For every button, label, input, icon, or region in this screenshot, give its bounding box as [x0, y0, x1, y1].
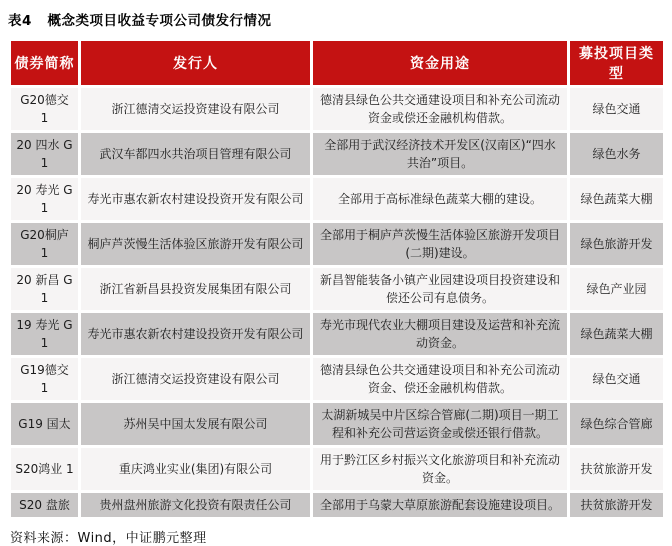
fund-use-cell: 新昌智能装备小镇产业园建设项目投资建设和偿还公司有息债务。	[313, 268, 567, 310]
table-row	[11, 358, 663, 400]
project-type-cell: 绿色交通	[570, 88, 663, 130]
fund-use-cell: 德清县绿色公共交通建设项目和补充公司流动资金或偿还金融机构借款。	[313, 88, 567, 130]
bond-name-cell: S20鸿业 1	[11, 448, 78, 490]
column-header-type: 募投项目类型	[570, 41, 663, 85]
table-row	[11, 178, 663, 220]
project-type-cell: 绿色水务	[570, 133, 663, 175]
fund-use-cell: 用于黔江区乡村振兴文化旅游项目和补充流动资金。	[313, 448, 567, 490]
fund-use-cell: 德清县绿色公共交通建设项目和补充公司流动资金、偿还金融机构借款。	[313, 358, 567, 400]
issuer-cell: 武汉车都四水共治项目管理有限公司	[81, 133, 310, 175]
issuer-cell: 桐庐芦茨慢生活体验区旅游开发有限公司	[81, 223, 310, 265]
table-row	[11, 223, 663, 265]
issuer-cell: 寿光市惠农新农村建设投资开发有限公司	[81, 178, 310, 220]
fund-use-cell: 全部用于桐庐芦茨慢生活体验区旅游开发项目(二期)建设。	[313, 223, 567, 265]
project-type-cell: 绿色交通	[570, 358, 663, 400]
issuer-cell: 寿光市惠农新农村建设投资开发有限公司	[81, 313, 310, 355]
header-row	[11, 41, 663, 85]
project-type-cell: 绿色旅游开发	[570, 223, 663, 265]
fund-use-cell: 全部用于武汉经济技术开发区(汉南区)“四水共治”项目。	[313, 133, 567, 175]
table-body	[11, 88, 663, 517]
table-row	[11, 448, 663, 490]
project-type-cell: 扶贫旅游开发	[570, 493, 663, 517]
project-type-cell: 绿色蔬菜大棚	[570, 313, 663, 355]
issuer-cell: 浙江省新昌县投资发展集团有限公司	[81, 268, 310, 310]
bond-name-cell: 20 四水 G1	[11, 133, 78, 175]
column-header-use: 资金用途	[313, 41, 567, 85]
project-type-cell: 绿色综合管廊	[570, 403, 663, 445]
project-type-cell: 扶贫旅游开发	[570, 448, 663, 490]
column-header-bond: 债券简称	[11, 41, 78, 85]
table-header	[11, 41, 663, 85]
table-row	[11, 133, 663, 175]
source-note: 资料来源：Wind，中证鹏元整理	[10, 531, 207, 546]
fund-use-cell: 太湖新城吴中片区综合管廊(二期)项目一期工程和补充公司营运资金或偿还银行借款。	[313, 403, 567, 445]
issuer-cell: 浙江德清交运投资建设有限公司	[81, 88, 310, 130]
table-title: 表4 概念类项目收益专项公司债发行情况	[8, 13, 272, 29]
bond-name-cell: G20桐庐 1	[11, 223, 78, 265]
bond-name-cell: G20德交 1	[11, 88, 78, 130]
issuer-cell: 贵州盘州旅游文化投资有限责任公司	[81, 493, 310, 517]
table-row	[11, 493, 663, 517]
bond-name-cell: 19 寿光 G1	[11, 313, 78, 355]
bond-name-cell: 20 新昌 G1	[11, 268, 78, 310]
table-row	[11, 88, 663, 130]
issuer-cell: 浙江德清交运投资建设有限公司	[81, 358, 310, 400]
fund-use-cell: 全部用于乌蒙大草原旅游配套设施建设项目。	[313, 493, 567, 517]
bond-issuance-table	[8, 38, 666, 520]
table-row	[11, 403, 663, 445]
issuer-cell: 重庆鸿业实业(集团)有限公司	[81, 448, 310, 490]
issuer-cell: 苏州吴中国太发展有限公司	[81, 403, 310, 445]
bond-name-cell: S20 盘旅	[11, 493, 78, 517]
bond-name-cell: G19 国太	[11, 403, 78, 445]
project-type-cell: 绿色产业园	[570, 268, 663, 310]
table-row	[11, 268, 663, 310]
fund-use-cell: 寿光市现代农业大棚项目建设及运营和补充流动资金。	[313, 313, 567, 355]
bond-name-cell: 20 寿光 G1	[11, 178, 78, 220]
column-header-issuer: 发行人	[81, 41, 310, 85]
bond-name-cell: G19德交 1	[11, 358, 78, 400]
table-row	[11, 313, 663, 355]
fund-use-cell: 全部用于高标准绿色蔬菜大棚的建设。	[313, 178, 567, 220]
project-type-cell: 绿色蔬菜大棚	[570, 178, 663, 220]
